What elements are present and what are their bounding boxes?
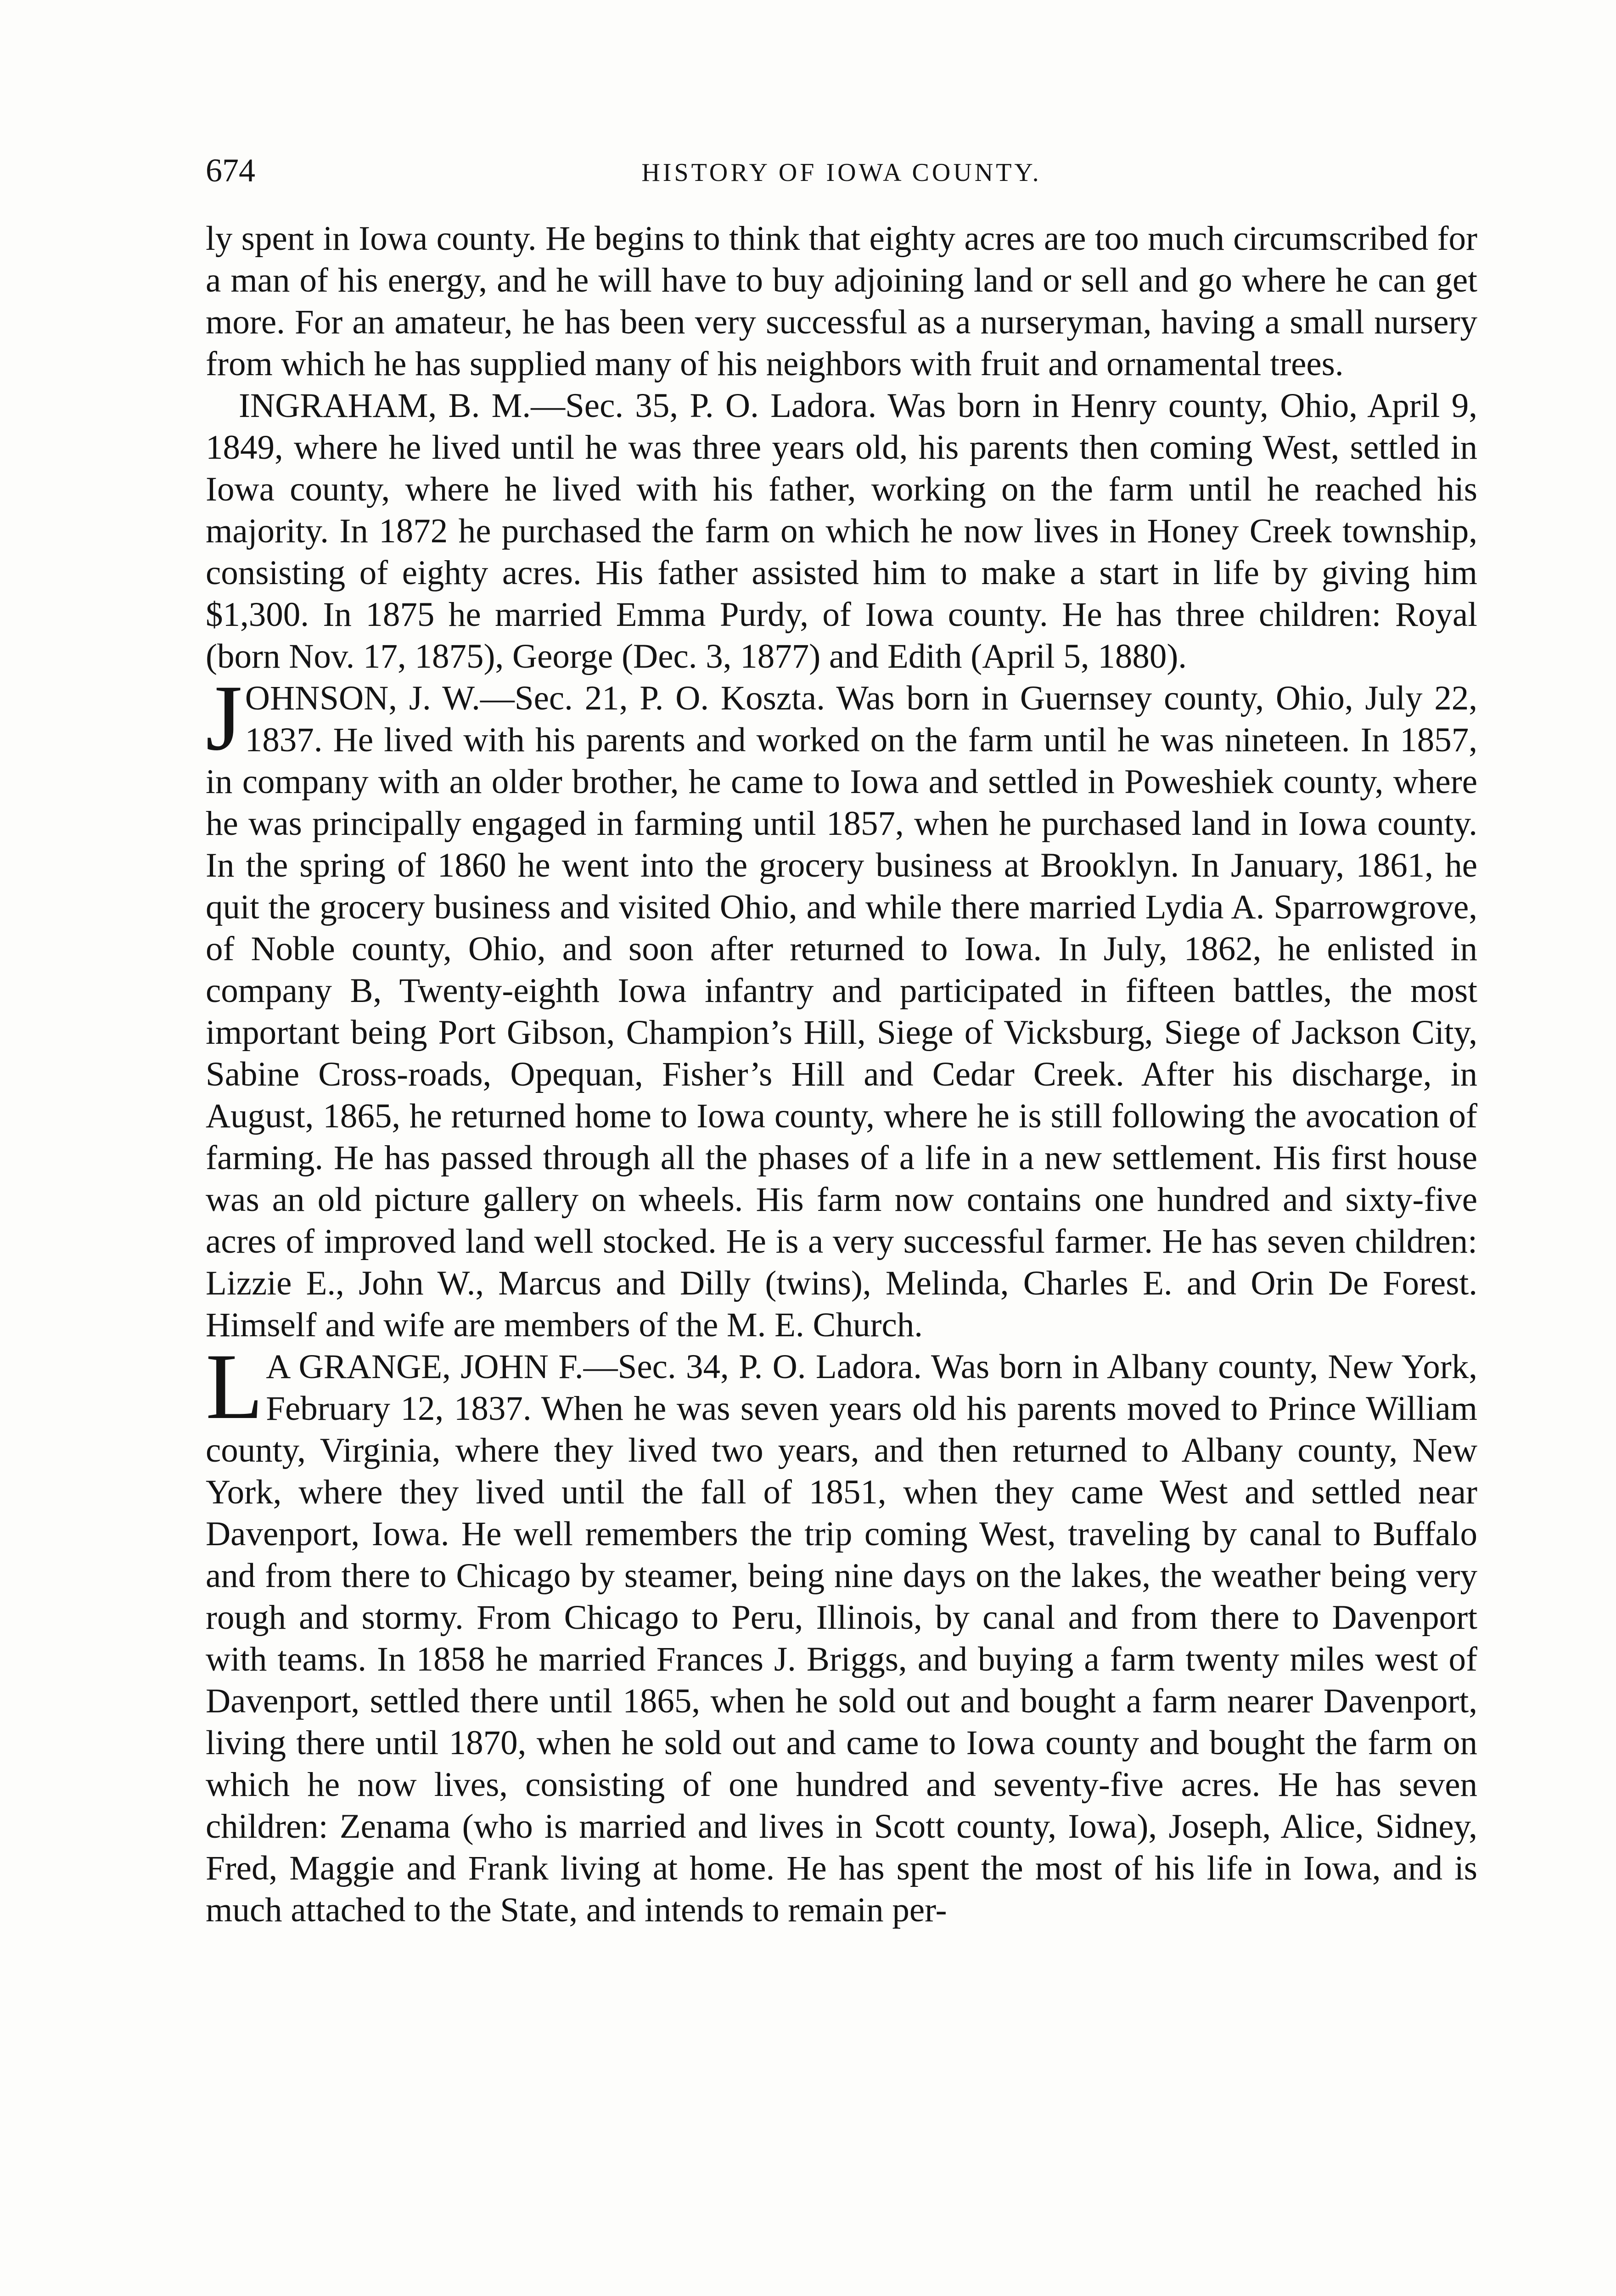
continuation-paragraph: ly spent in Iowa county. He begins to think that eighty acres are too much circumscribed for a man of his energy, and he will have to buy adjoining land or sell and go where he can get more. For an amateur, he has been very successful as a nurseryman, having a small nursery from which he has supplied many of his neighbors with fruit and ornamental trees. xyxy=(206,219,1477,383)
johnson-entry-text: OHNSON, J. W.—Sec. 21, P. O. Koszta. Was born in Guernsey county, Ohio, July 22, 1837. He lived with his parents and worked on the farm until he was nineteen. In 1857, in company with an older brother, he came to Iowa and settled in Poweshiek county, where he was principally engaged in farming until 1857, when he purchased land in Iowa county. In the spring of 1860 he went into the grocery business at Brooklyn. In January, 1861, he quit the grocery business and visited Ohio, and while there married Lydia A. Sparrowgrove, of Noble county, Ohio, and soon after returned to Iowa. In July, 1862, he enlisted in company B, Twenty-eighth Iowa infantry and participated in fifteen battles, the most important being Port Gibson, Champion’s Hill, Siege of Vicksburg, Siege of Jackson City, Sabine Cross-roads, Opequan, Fisher’s Hill and Cedar Creek. After his discharge, in August, 1865, he returned home to Iowa county, where he is still following the avocation of farming. He has passed through all the phases of a life in a new settlement. His first house was an old picture gallery on wheels. His farm now contains one hundred and sixty-five acres of improved land well stocked. He is a very successful farmer. He has seven children: Lizzie E., John W., Marcus and Dilly (twins), Melinda, Charles E. and Orin De Forest. Himself and wife are members of the M. E. Church. xyxy=(206,679,1477,1344)
page-header xyxy=(206,152,1477,202)
johnson-drop-cap: J xyxy=(206,666,242,770)
lagrange-entry-text: A GRANGE, JOHN F.—Sec. 34, P. O. Ladora. Was born in Albany county, New York, February 12, 1837. When he was seven years old his parents moved to Prince William county, Virginia, where they lived two years, and then returned to Albany county, New York, where they lived until the fall of 1851, when they came West and settled near Davenport, Iowa. He well remembers the trip coming West, traveling by canal to Buffalo and from there to Chicago by steamer, being nine days on the lakes, the weather being very rough and stormy. From Chicago to Peru, Illinois, by canal and from there to Davenport with teams. In 1858 he married Frances J. Briggs, and buying a farm twenty miles west of Davenport, settled there until 1865, when he sold out and bought a farm nearer Davenport, living there until 1870, when he sold out and came to Iowa county and bought the farm on which he now lives, consisting of one hundred and seventy-five acres. He has seven children: Zenama (who is married and lives in Scott county, Iowa), Joseph, Alice, Sidney, Fred, Maggie and Frank living at home. He has spent the most of his life in Iowa, and is much attached to the State, and intends to remain per- xyxy=(206,1348,1477,1929)
running-title: HISTORY OF IOWA COUNTY. xyxy=(641,158,1042,187)
lagrange-drop-cap: L xyxy=(206,1334,264,1439)
lagrange-entry xyxy=(206,1334,1477,1931)
book-page xyxy=(206,152,1477,1931)
page-number: 674 xyxy=(206,152,255,189)
page-body xyxy=(206,218,1477,1931)
johnson-entry xyxy=(206,666,1477,1346)
ingraham-entry: INGRAHAM, B. M.—Sec. 35, P. O. Ladora. Was born in Henry county, Ohio, April 9, 1849, where he lived until he was three years old, his parents then coming West, settled in Iowa county, where he lived with his father, working on the farm until he reached his majority. In 1872 he purchased the farm on which he now lives in Honey Creek township, consisting of eighty acres. His father assisted him to make a start in life by giving him $1,300. In 1875 he married Emma Purdy, of Iowa county. He has three children: Royal (born Nov. 17, 1875), George (Dec. 3, 1877) and Edith (April 5, 1880). xyxy=(206,387,1477,675)
